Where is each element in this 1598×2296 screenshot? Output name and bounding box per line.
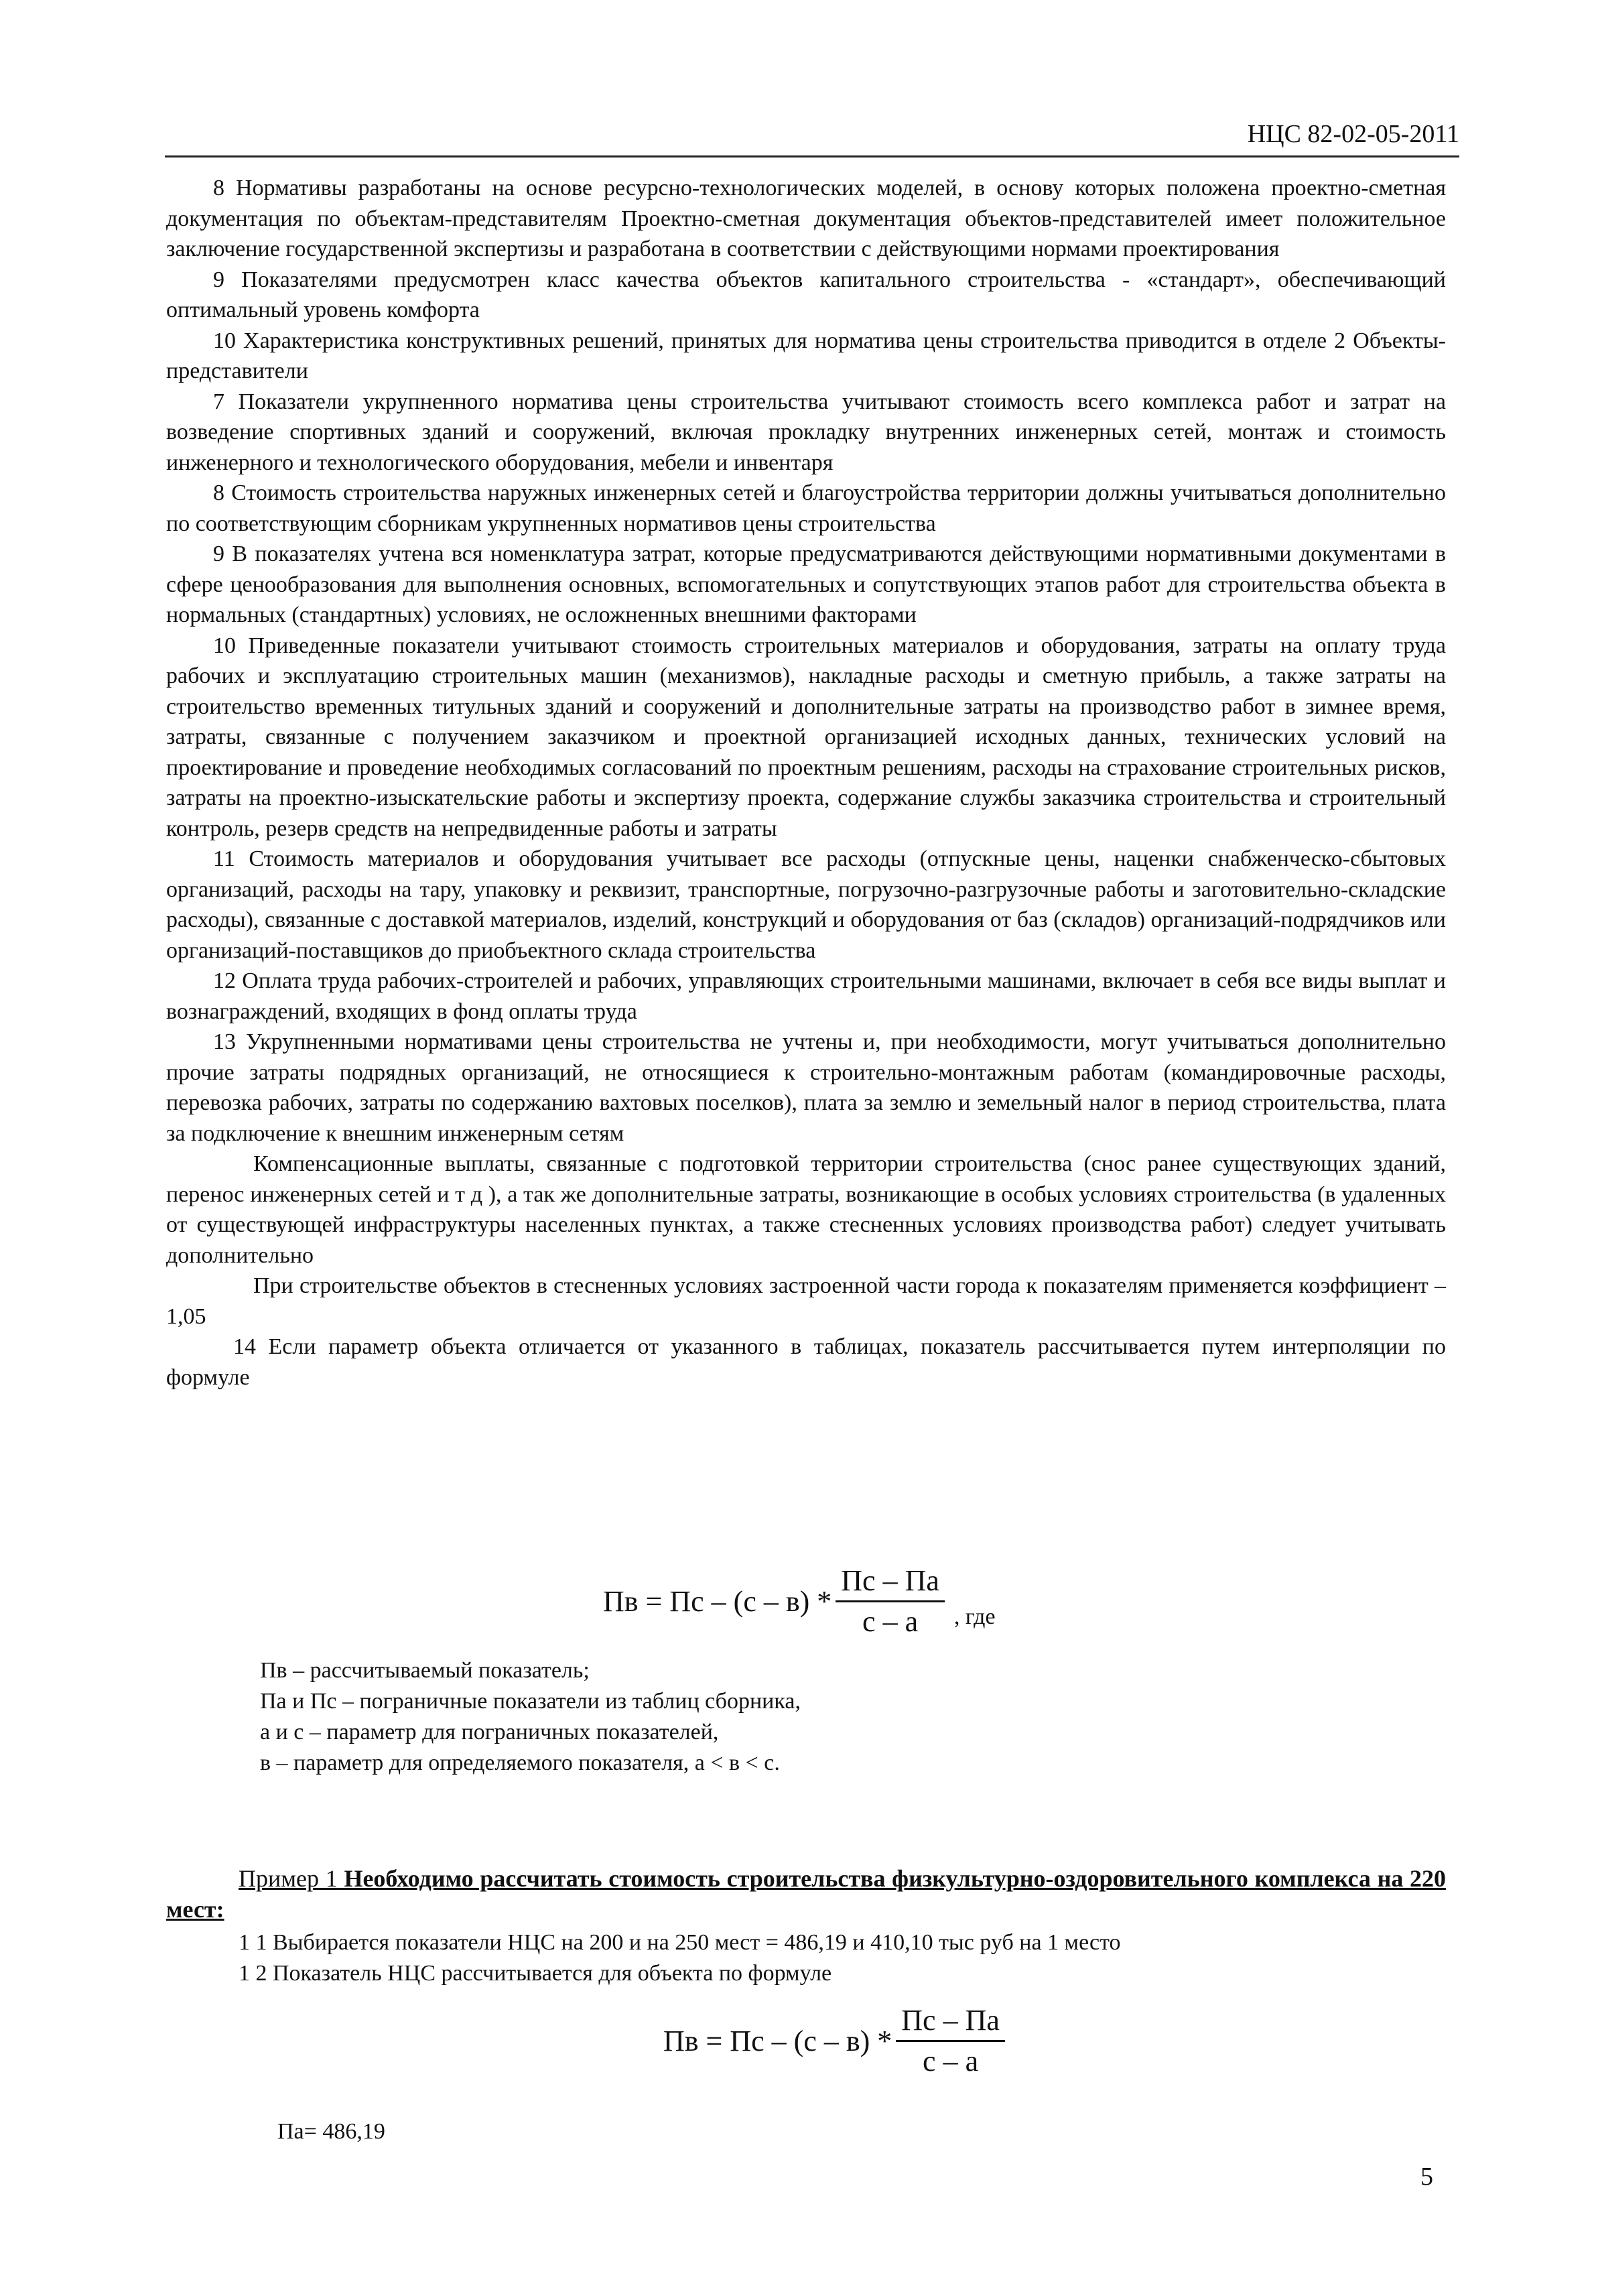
paragraph: 10 Характеристика конструктивных решений, принятых для норматива цены строительства приводится в отделе 2 Объекты-представители [166,328,1446,383]
formula-fraction [896,2001,1005,2081]
paragraph: 8 Нормативы разработаны на основе ресурсно-технологических моделей, в основу которых положена проектно-сметная документация по объектам-представителям Проектно-сметная документация объектов-представителей имеет положительное заключение государственной экспертизы и разработана в соответствии с действующими нормами проектирования [166,176,1446,261]
interpolation-formula [603,1561,996,1641]
page-header [165,118,1459,157]
example-title: Необходимо рассчитать стоимость строительства физкультурно-оздоровительного комплекса на 220 мест: [166,1865,1447,1923]
formula-numerator: Пс – Па [836,1561,945,1602]
paragraph: 12 Оплата труда рабочих-строителей и рабочих, управляющих строительными машинами, включает в себя все виды выплат и вознаграждений, входящих в фонд оплаты труда [166,968,1446,1024]
paragraph: 9 Показателями предусмотрен класс качества объектов капитального строительства - «стандарт», обеспечивающий оптимальный уровень комфорта [166,267,1446,322]
paragraph: Компенсационные выплаты, связанные с подготовкой территории строительства (снос ранее существующих зданий, перенос инженерных сетей и т д ), а так же дополнительные затраты, возникающие в особых условиях строительства (в удаленных от существующей инфраструктуры населенных пунктах, а также стесненных условиях производства работ) следует учитывать дополнительно [166,1151,1446,1268]
formula-denominator: с – а [862,1605,919,1638]
page-number: 5 [1420,2163,1433,2191]
definition-item: Па и Пс – пограничные показатели из таблиц сборника, [260,1689,801,1714]
formula-lhs: Пв = Пс – (с – в) * [603,1585,832,1618]
paragraph: 7 Показатели укрупненного норматива цены строительства учитывают стоимость всего комплекса работ и затрат на возведение спортивных зданий и сооружений, включая прокладку внутренних инженерных сетей, монтаж и стоимость инженерного и технологического оборудования, мебели и инвентаря [166,389,1446,475]
definition-item: Пв – рассчитываемый показатель; [260,1658,590,1683]
pa-value: Па= 486,19 [277,2119,385,2144]
formula-definitions [260,1655,801,1779]
formula-where: , где [953,1604,996,1629]
example-heading [166,1863,1446,1925]
formula-lhs: Пв = Пс – (с – в) * [663,2025,892,2057]
example-label: Пример 1 [239,1865,338,1892]
example-steps [239,1927,1121,1989]
paragraph: 8 Стоимость строительства наружных инженерных сетей и благоустройства территории должны учитываться дополнительно по соответствующим сборникам укрупненных нормативов цены строительства [166,481,1446,536]
definition-item: а и с – параметр для пограничных показателей, [260,1720,719,1744]
formula-denominator: с – а [923,2045,979,2078]
paragraph: 14 Если параметр объекта отличается от указанного в таблицах, показатель рассчитывается путем интерполяции по формуле [166,1334,1446,1390]
body-text [166,173,1446,1393]
formula-numerator: Пс – Па [896,2001,1005,2042]
paragraph: 9 В показателях учтена вся номенклатура затрат, которые предусматриваются действующими нормативными документами в сфере ценообразования для выполнения основных, вспомогательных и сопутствующих этапов работ для строительства объекта в нормальных (стандартных) условиях, не осложненных внешними факторами [166,541,1446,627]
paragraph: При строительстве объектов в стесненных условиях застроенной части города к показателям применяется коэффициент – 1,05 [166,1273,1446,1329]
example-formula [663,2001,1005,2081]
example-step: 1 1 Выбирается показатели НЦС на 200 и на 250 мест = 486,19 и 410,10 тыс руб на 1 место [239,1930,1121,1955]
formula-fraction [836,1561,945,1641]
document-code: НЦС 82-02-05-2011 [1247,120,1459,148]
definition-item: в – параметр для определяемого показателя, а < в < с. [260,1750,780,1775]
paragraph: 10 Приведенные показатели учитывают стоимость строительных материалов и оборудования, затраты на оплату труда рабочих и эксплуатацию строительных машин (механизмов), накладные расходы и сметную прибыль, а также затраты на строительство временных титульных зданий и сооружений и дополнительные затраты на производство работ в зимнее время, затраты, связанные с получением заказчиком и проектной организацией исходных данных, технических условий на проектирование и проведение необходимых согласований по проектным решениям, расходы на страхование строительных рисков, затраты на проектно-изыскательские работы и экспертизу проекта, содержание службы заказчика строительства и строительный контроль, резерв средств на непредвиденные работы и затраты [166,633,1446,841]
example-step: 1 2 Показатель НЦС рассчитывается для объекта по формуле [239,1961,832,1986]
paragraph: 11 Стоимость материалов и оборудования учитывает все расходы (отпускные цены, наценки снабженческо-сбытовых организаций, расходы на тару, упаковку и реквизит, транспортные, погрузочно-разгрузочные работы и заготовительно-складские расходы), связанные с доставкой материалов, изделий, конструкций и оборудования от баз (складов) организаций-подрядчиков или организаций-поставщиков до приобъектного склада строительства [166,846,1446,963]
paragraph: 13 Укрупненными нормативами цены строительства не учтены и, при необходимости, могут учитываться дополнительно прочие затраты подрядных организаций, не относящиеся к строительно-монтажным работам (командировочные расходы, перевозка рабочих, затраты по содержанию вахтовых поселков), плата за землю и земельный налог в период строительства, плата за подключение к внешним инженерным сетям [166,1029,1446,1146]
